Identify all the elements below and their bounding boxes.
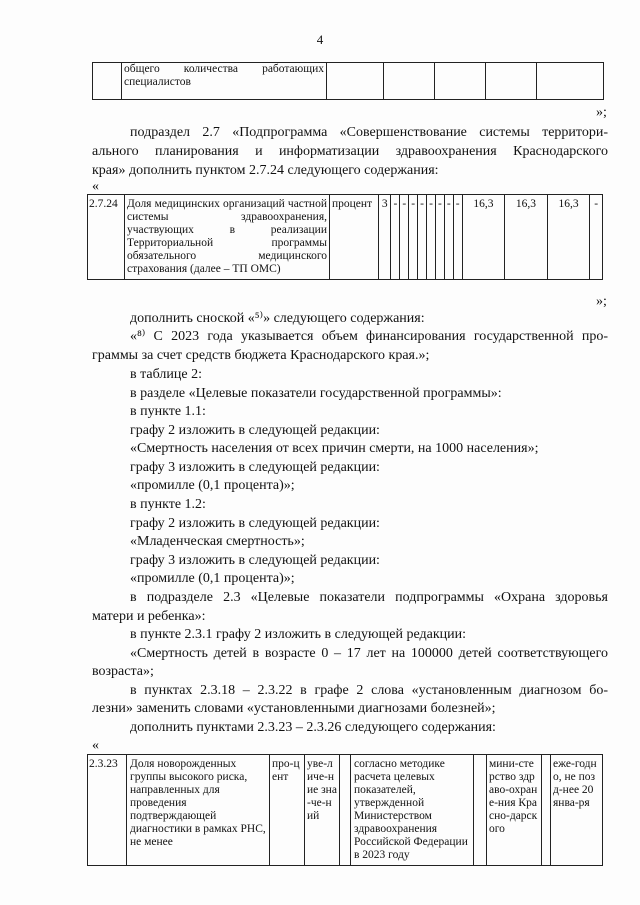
table-cell-value: 16,3 bbox=[462, 195, 505, 280]
table-cell-name: Доля новорожденных группы высокого риска, направленных для проведения подтверждающей диагностики в рамках РНС, не менее bbox=[127, 755, 270, 866]
opening-quote: « bbox=[92, 179, 99, 194]
table-top-fragment bbox=[92, 62, 604, 100]
paragraph-line: подраздел 2.7 «Подпрограмма «Совершенствование системы территори- bbox=[130, 125, 608, 140]
table-cell-value: - bbox=[427, 195, 436, 280]
paragraph-line: «Смертность населения от всех причин смерти, на 1000 населения»; bbox=[130, 441, 539, 456]
paragraph-line: «Младенческая смертность»; bbox=[130, 534, 305, 549]
paragraph-line: возраста»; bbox=[92, 664, 154, 679]
paragraph-line: дополнить пунктами 2.3.23 – 2.3.26 следующего содержания: bbox=[130, 720, 496, 735]
table-2-3-23 bbox=[87, 754, 603, 866]
table-cell-value: - bbox=[409, 195, 418, 280]
paragraph-line: в таблице 2: bbox=[130, 367, 202, 382]
table-row bbox=[88, 195, 603, 280]
table-cell-unit: про-цент bbox=[270, 755, 305, 866]
paragraph-line: «⁸⁾ С 2023 года указывается объем финансирования государственной про- bbox=[130, 329, 608, 344]
table-cell-unit: процент bbox=[330, 195, 379, 280]
table-cell bbox=[474, 755, 487, 866]
table-cell-num: 2.7.24 bbox=[88, 195, 125, 280]
table-cell-period: еже-годно, не позд-нее 20 янва-ря bbox=[551, 755, 603, 866]
table-cell bbox=[340, 755, 351, 866]
table-cell bbox=[327, 63, 384, 100]
paragraph-line: в пункте 1.2: bbox=[130, 497, 206, 512]
paragraph-line: «промилле (0,1 процента)»; bbox=[130, 478, 295, 493]
paragraph-line: ального планирования и информатизации здравоохранения Краснодарского bbox=[92, 144, 608, 159]
table-cell bbox=[435, 63, 486, 100]
paragraph-line: в пунктах 2.3.18 – 2.3.22 в графе 2 слова «установленным диагнозом бо- bbox=[130, 683, 608, 698]
page-number: 4 bbox=[316, 32, 324, 47]
closing-quote: »; bbox=[596, 294, 607, 309]
paragraph-line: в подразделе 2.3 «Целевые показатели подпрограммы «Охрана здоровья bbox=[130, 590, 608, 605]
paragraph-line: графу 2 изложить в следующей редакции: bbox=[130, 423, 380, 438]
paragraph-line: граммы за счет средств бюджета Краснодарского края.»; bbox=[92, 348, 430, 363]
table-cell bbox=[384, 63, 435, 100]
table-cell-value: - bbox=[418, 195, 427, 280]
paragraph-line: в разделе «Целевые показатели государственной программы»: bbox=[130, 386, 502, 401]
table-cell-direction: уве-личе-ние зна-че-ний bbox=[305, 755, 340, 866]
paragraph-line: лезни» заменить словами «установленными диагнозами болезней»; bbox=[92, 701, 496, 716]
table-cell-value: - bbox=[391, 195, 400, 280]
closing-quote: »; bbox=[596, 105, 607, 120]
table-cell-value: - bbox=[400, 195, 409, 280]
table-cell-value: 16,3 bbox=[547, 195, 590, 280]
table-cell-method: согласно методике расчета целевых показателей, утвержденной Министерством здравоохранения Российской Федерации в 2023 году bbox=[351, 755, 474, 866]
paragraph-line: дополнить сноской «⁵⁾» следующего содержания: bbox=[130, 311, 425, 326]
paragraph-line: «Смертность детей в возрасте 0 – 17 лет на 100000 детей соответствующего bbox=[130, 646, 608, 661]
table-cell bbox=[93, 63, 122, 100]
table-cell-value: 16,3 bbox=[505, 195, 548, 280]
table-cell bbox=[537, 63, 604, 100]
table-cell bbox=[542, 755, 551, 866]
table-row bbox=[88, 755, 603, 866]
table-cell bbox=[486, 63, 537, 100]
table-cell-value: - bbox=[435, 195, 444, 280]
paragraph-line: графу 3 изложить в следующей редакции: bbox=[130, 460, 380, 475]
paragraph-line: края» дополнить пунктом 2.7.24 следующего содержания: bbox=[92, 163, 439, 178]
table-2-7-24 bbox=[87, 194, 603, 280]
paragraph-line: в пункте 1.1: bbox=[130, 404, 206, 419]
table-cell-source: мини-стерство здраво-охране-ния Красно-дарского bbox=[487, 755, 542, 866]
paragraph-line: графу 2 изложить в следующей редакции: bbox=[130, 516, 380, 531]
table-cell-value: - bbox=[444, 195, 453, 280]
table-cell: общего количества работающих специалистов bbox=[122, 63, 327, 100]
paragraph-line: матери и ребенка»: bbox=[92, 609, 206, 624]
table-cell-value: 3 bbox=[379, 195, 391, 280]
table-cell-name: Доля медицинских организаций частной системы здравоохранения, участвующих в реализации Территориальной программы обязательного медицинского страхования (далее – ТП ОМС) bbox=[125, 195, 330, 280]
paragraph-line: в пункте 2.3.1 графу 2 изложить в следующей редакции: bbox=[130, 627, 466, 642]
table-cell-num: 2.3.23 bbox=[88, 755, 127, 866]
paragraph-line: графу 3 изложить в следующей редакции: bbox=[130, 553, 380, 568]
opening-quote: « bbox=[92, 738, 99, 753]
table-cell-value: - bbox=[590, 195, 603, 280]
table-cell-value: - bbox=[453, 195, 462, 280]
paragraph-line: «промилле (0,1 процента)»; bbox=[130, 571, 295, 586]
